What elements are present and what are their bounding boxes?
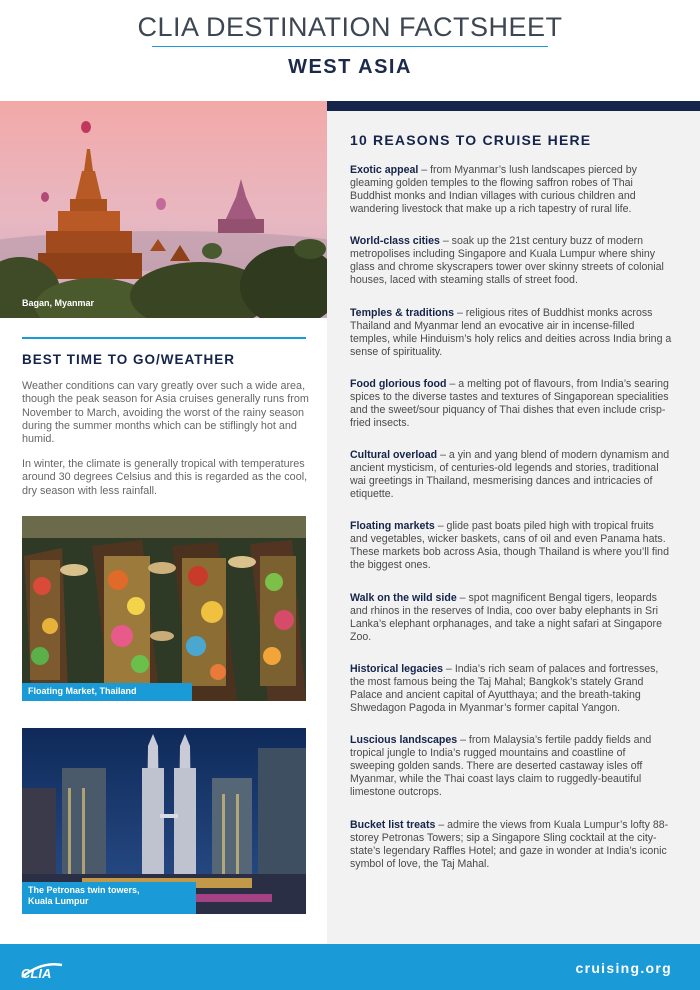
bagan-illustration bbox=[0, 101, 327, 318]
petronas-caption-line: Kuala Lumpur bbox=[28, 896, 89, 906]
best-time-paragraph: Weather conditions can vary greatly over such a wide area, though the peak season for Asia cruises generally runs from November to March, avoiding the worst of the rainy season during the summer months which can be stiflingly hot and humid. bbox=[22, 380, 309, 446]
reason-text: – religious rites of Buddhist monks across Thailand and Myanmar lend an evocative air in incense-filled temples, while Hinduism’s holy relics and deities across India bring a sense of spirituality. bbox=[350, 306, 672, 358]
reason-item bbox=[350, 592, 672, 644]
clia-logo-text: CLIA bbox=[21, 966, 52, 981]
reason-item bbox=[350, 449, 672, 501]
reason-title: Luscious landscapes bbox=[350, 734, 458, 747]
bagan-photo bbox=[0, 101, 327, 318]
reason-item bbox=[350, 663, 672, 715]
best-time-heading: BEST TIME TO GO/WEATHER bbox=[22, 352, 236, 367]
reason-item bbox=[350, 734, 672, 799]
clia-logo-mark bbox=[20, 955, 64, 981]
reason-item bbox=[350, 235, 672, 287]
petronas-caption bbox=[22, 882, 196, 914]
reason-text: – from Malaysia’s fertile paddy fields and tropical jungle to India’s rugged mountains and coastline of sweeping golden sands. There are deserted castaway isles off Myanmar, while the Thai coast lays claim to ruggedly-beautiful limestone outcrops. bbox=[350, 734, 652, 799]
reason-text: – spot magnificent Bengal tigers, leopards and rhinos in the reserves of India, coo over baby elephants in Sri Lanka’s elephant orphanages, and take a night safari at Singapore Zoo. bbox=[350, 591, 662, 643]
reason-title: Floating markets bbox=[350, 520, 435, 533]
floating-market-caption: Floating Market, Thailand bbox=[22, 683, 192, 701]
reasons-heading: 10 REASONS TO CRUISE HERE bbox=[350, 132, 592, 148]
reason-title: Walk on the wild side bbox=[350, 591, 457, 604]
reason-text: – India’s rich seam of palaces and fortresses, the most famous being the Taj Mahal; Bangkok’s stately Grand Palace and ancient capital of Ayutthaya; and the breath-taking Shwedagon Pagoda in Myanmar’s former capital Yangon. bbox=[350, 663, 659, 715]
clia-logo[interactable] bbox=[20, 955, 64, 981]
floating-market-photo bbox=[22, 516, 306, 701]
reason-item bbox=[350, 164, 672, 216]
reason-title: Historical legacies bbox=[350, 663, 444, 676]
reason-text: – admire the views from Kuala Lumpur’s lofty 88-storey Petronas Towers; sip a Singapore Sling cocktail at the city-state’s legendary Raffles Hotel; and gaze in wonder at India’s iconic symbol of love, the Taj Mahal. bbox=[350, 818, 669, 870]
reason-text: – from Myanmar’s lush landscapes pierced by gleaming golden temples to the flowing saffron robes of Thai Buddhist monks and Indian villages with curious children and wandering livestock that make up a rich tapestry of rural life. bbox=[350, 164, 637, 215]
petronas-caption-line: The Petronas twin towers, bbox=[28, 885, 140, 895]
reason-title: Temples & traditions bbox=[350, 306, 454, 319]
reason-text: – soak up the 21st century buzz of modern metropolises including Singapore and Kuala Lumpur where shiny glass and chrome skyscrapers tower over skinny streets of colonial houses, laced with steaming stalls of street food. bbox=[350, 235, 664, 287]
reason-item bbox=[350, 378, 672, 430]
reason-title: World-class cities bbox=[350, 235, 440, 248]
page-subtitle: WEST ASIA bbox=[288, 56, 412, 78]
reasons-panel-top-bar bbox=[327, 101, 700, 111]
website-link[interactable]: cruising.org bbox=[575, 960, 672, 976]
title-underline bbox=[152, 46, 548, 47]
reason-text: – glide past boats piled high with tropical fruits and vegetables, wicker baskets, cans of oil and even Panama hats. These markets bob across Asia, though Thailand is where you’ll find the biggest ones. bbox=[350, 520, 669, 572]
reason-text: – a melting pot of flavours, from India’s searing spices to the diverse tastes and textures of Singaporean specialities and the sweet/sour piquancy of Thai dishes that even include crisp-fried insects. bbox=[350, 377, 669, 429]
reason-text: – a yin and yang blend of modern dynamism and ancient mysticism, of centuries-old legends and stories, traditional wai greetings in Thailand, mesmerising dances and intricacies of etiquette. bbox=[350, 449, 670, 501]
bagan-caption: Bagan, Myanmar bbox=[22, 298, 95, 308]
reason-item bbox=[350, 307, 672, 359]
reason-title: Food glorious food bbox=[350, 377, 447, 390]
best-time-rule bbox=[22, 337, 306, 339]
reason-item bbox=[350, 819, 672, 871]
reason-item bbox=[350, 520, 672, 572]
best-time-paragraph: In winter, the climate is generally tropical with temperatures around 30 degrees Celsius and this is regarded as the cool, dry season with less rainfall. bbox=[22, 458, 308, 497]
page-title: CLIA DESTINATION FACTSHEET bbox=[137, 12, 563, 42]
reason-title: Cultural overload bbox=[350, 449, 438, 462]
reason-title: Bucket list treats bbox=[350, 818, 436, 831]
floating-market-illustration bbox=[22, 516, 306, 701]
reason-title: Exotic appeal bbox=[350, 164, 419, 176]
reasons-list bbox=[350, 164, 672, 890]
